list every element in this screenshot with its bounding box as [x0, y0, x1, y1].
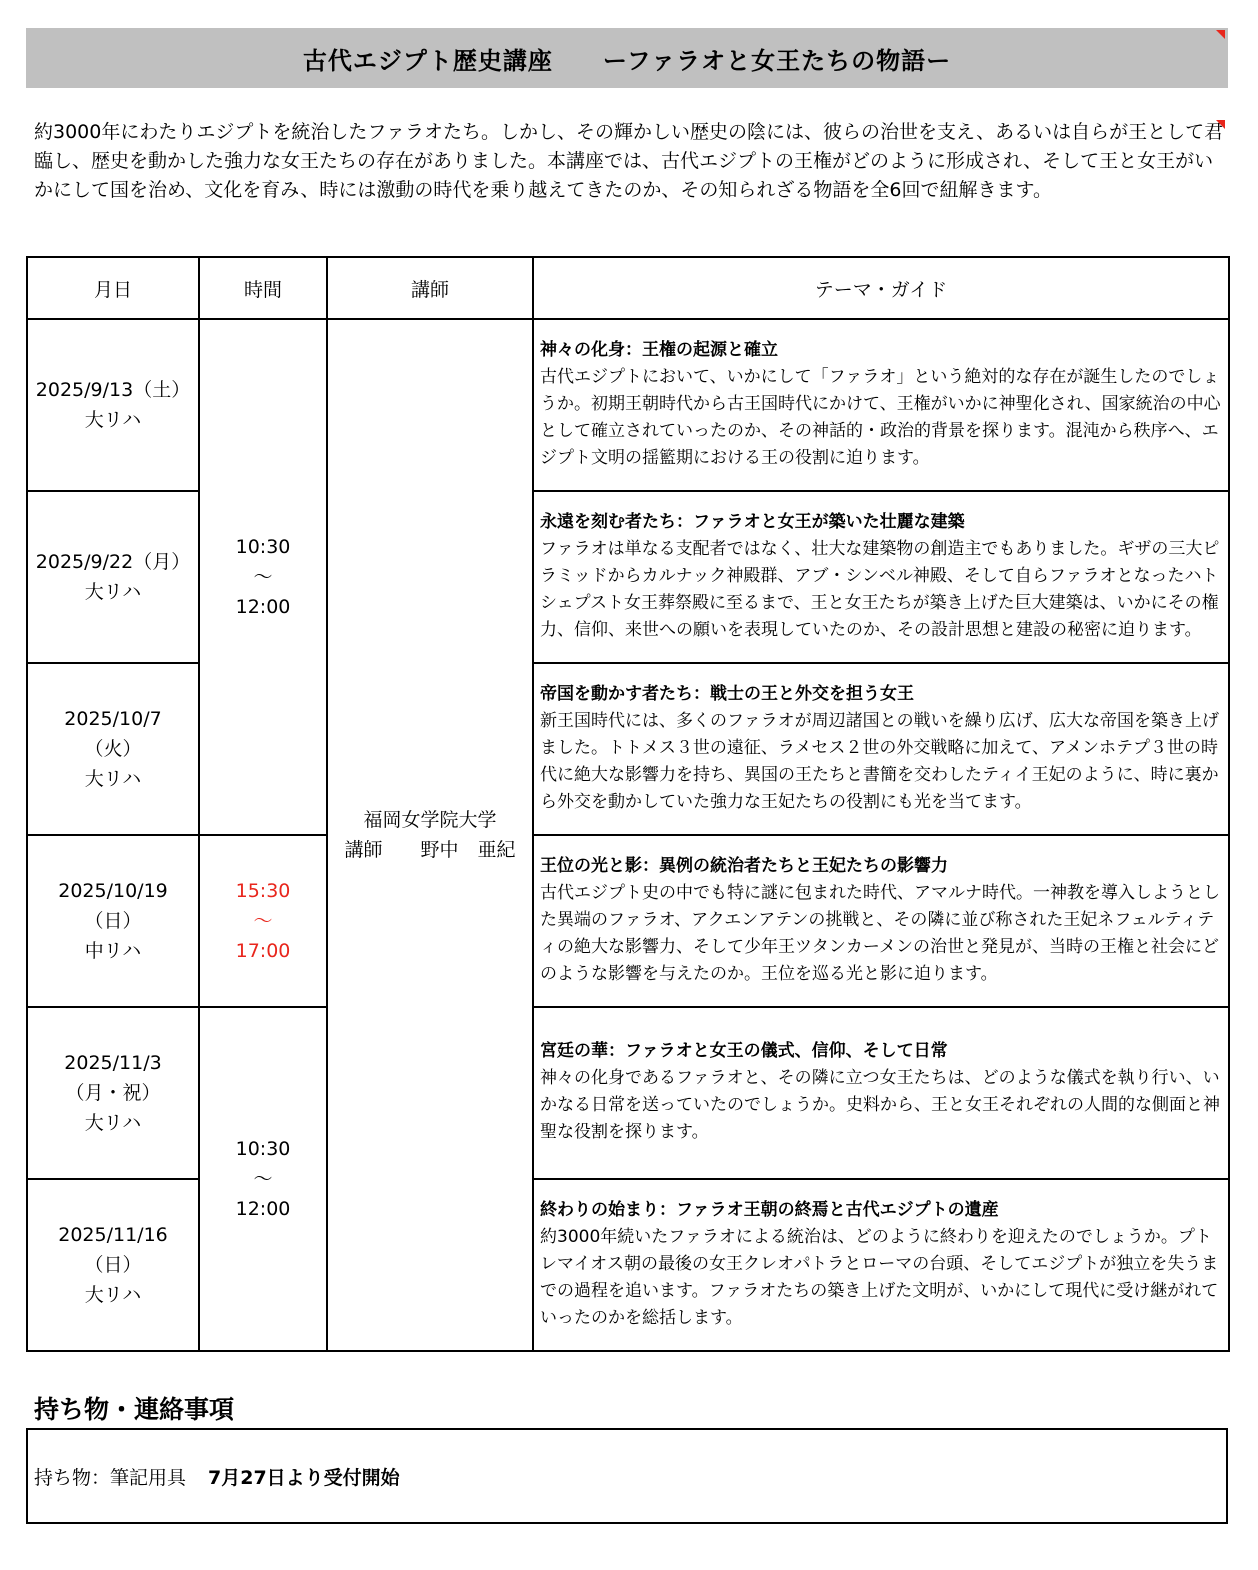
date-line: 2025/11/3 [64, 1052, 162, 1074]
comment-indicator-icon [1216, 120, 1225, 129]
theme-description: 約3000年続いたファラオによる統治は、どのように終わりを迎えたのでしょうか。プトレマイオス朝の最後の女王クレオパトラとローマの台頭、そしてエジプトが独立を失うまでの過程を追います。ファラオたちの築き上げた文明が、いかにして現代に受け継がれていったのかを総括します。 [540, 1226, 1219, 1328]
time-separator: 〜 [253, 910, 273, 932]
theme-cell [533, 319, 1229, 491]
theme-cell [533, 491, 1229, 663]
table-row [27, 319, 1229, 491]
venue-line: 大リハ [84, 1284, 142, 1306]
venue-line: 中リハ [84, 940, 142, 962]
weekday-line: （月・祝） [65, 1082, 161, 1104]
venue-line: 大リハ [84, 581, 142, 603]
lecturer-affiliation: 福岡女学院大学 [363, 809, 497, 831]
time-separator: 〜 [253, 566, 273, 588]
date-line: 2025/9/13（土） [35, 379, 191, 401]
theme-cell [533, 1179, 1229, 1351]
time-separator: 〜 [253, 1168, 273, 1190]
comment-indicator-icon [1216, 30, 1225, 39]
theme-description: 古代エジプト史の中でも特に謎に包まれた時代、アマルナ時代。一神教を導入しようとした異端のファラオ、アクエンアテンの挑戦と、その隣に並び称された王妃ネフェルティティの絶大な影響力、そして少年王ツタンカーメンの治世と発見が、当時の王権と社会にどのような影響を与えたのか。王位を巡る光と影に迫ります。 [540, 882, 1220, 984]
theme-description: 神々の化身であるファラオと、その隣に立つ女王たちは、どのような儀式を執り行い、いかなる日常を送っていたのでしょうか。史料から、王と女王それぞれの人間的な側面と神聖な役割を探ります。 [540, 1068, 1220, 1142]
registration-notice: 7月27日より受付開始 [208, 1466, 400, 1489]
page-title: 古代エジプト歴史講座 ーファラオと女王たちの物語ー [26, 28, 1228, 88]
theme-description: 新王国時代には、多くのファラオが周辺諸国との戦いを繰り広げ、広大な帝国を築き上げました。トトメス３世の遠征、ラメセス２世の外交戦略に加えて、アメンホテプ３世の時代に絶大な影響力を持ち、異国の王たちと書簡を交わしたティイ王妃のように、時に裏から外交を動かしていた強力な王妃たちの役割にも光を当てます。 [540, 710, 1219, 812]
schedule-table [26, 256, 1230, 1352]
venue-line: 大リハ [84, 768, 142, 790]
notes-heading: 持ち物・連絡事項 [34, 1395, 235, 1424]
weekday-line: （日） [84, 910, 142, 932]
theme-title: 王位の光と影：異例の統治者たちと王妃たちの影響力 [540, 855, 948, 876]
date-cell [27, 491, 199, 663]
venue-line: 大リハ [84, 1112, 142, 1134]
venue-line: 大リハ [84, 409, 142, 431]
table-row [27, 1007, 1229, 1179]
date-line: 2025/11/16 [58, 1224, 168, 1246]
time-cell-highlighted [199, 835, 327, 1007]
time-cell [199, 319, 327, 835]
date-cell [27, 319, 199, 491]
theme-description: 古代エジプトにおいて、いかにして「ファラオ」という絶対的な存在が誕生したのでしょうか。初期王朝時代から古王国時代にかけて、王権がいかに神聖化され、国家統治の中心として確立されていったのか、その神話的・政治的背景を探ります。混沌から秩序へ、エジプト文明の揺籃期における王の役割に迫ります。 [540, 366, 1221, 468]
date-cell [27, 1007, 199, 1179]
theme-cell [533, 835, 1229, 1007]
time-end: 12:00 [235, 596, 291, 618]
weekday-line: （日） [84, 1254, 142, 1276]
table-header-row [27, 257, 1229, 319]
theme-cell [533, 1007, 1229, 1179]
theme-title: 終わりの始まり：ファラオ王朝の終焉と古代エジプトの遺産 [540, 1199, 999, 1220]
header-date: 月日 [27, 257, 199, 319]
time-end: 17:00 [235, 940, 291, 962]
time-start: 15:30 [235, 880, 291, 902]
header-time: 時間 [199, 257, 327, 319]
time-start: 10:30 [235, 536, 291, 558]
items-to-bring: 持ち物：筆記用具 [34, 1466, 187, 1489]
date-cell [27, 835, 199, 1007]
notes-box [26, 1428, 1228, 1524]
theme-title: 帝国を動かす者たち：戦士の王と外交を担う女王 [540, 683, 914, 704]
date-line: 2025/10/7 [64, 708, 162, 730]
date-cell [27, 663, 199, 835]
theme-title: 神々の化身：王権の起源と確立 [540, 339, 778, 360]
date-line: 2025/9/22（月） [35, 551, 191, 573]
weekday-line: （火） [84, 738, 142, 760]
theme-description: ファラオは単なる支配者ではなく、壮大な建築物の創造主でもありました。ギザの三大ピラミッドからカルナック神殿群、アブ・シンベル神殿、そして自らファラオとなったハトシェプスト女王葬祭殿に至るまで、王と女王たちが築き上げた巨大建築は、いかにその権力、信仰、来世への願いを表現していたのか、その設計思想と建設の秘密に迫ります。 [540, 538, 1220, 640]
lecturer-cell [327, 319, 533, 1351]
date-line: 2025/10/19 [58, 880, 168, 902]
time-start: 10:30 [235, 1138, 291, 1160]
theme-cell [533, 663, 1229, 835]
header-theme: テーマ・ガイド [533, 257, 1229, 319]
header-lecturer: 講師 [327, 257, 533, 319]
lecturer-name: 講師 野中 亜紀 [344, 839, 516, 861]
intro-text: 約3000年にわたりエジプトを統治したファラオたち。しかし、その輝かしい歴史の陰には、彼らの治世を支え、あるいは自らが王として君臨し、歴史を動かした強力な女王たちの存在がありました。本講座では、古代エジプトの王権がどのように形成され、そして王と女王がいかにして国を治め、文化を育み、時には激動の時代を乗り越えてきたのか、その知られざる物語を全6回で紐解きます。 [34, 121, 1224, 201]
date-cell [27, 1179, 199, 1351]
table-row [27, 835, 1229, 1007]
time-end: 12:00 [235, 1198, 291, 1220]
theme-title: 永遠を刻む者たち：ファラオと女王が築いた壮麗な建築 [540, 511, 965, 532]
time-cell [199, 1007, 327, 1351]
theme-title: 宮廷の華：ファラオと女王の儀式、信仰、そして日常 [540, 1041, 948, 1061]
